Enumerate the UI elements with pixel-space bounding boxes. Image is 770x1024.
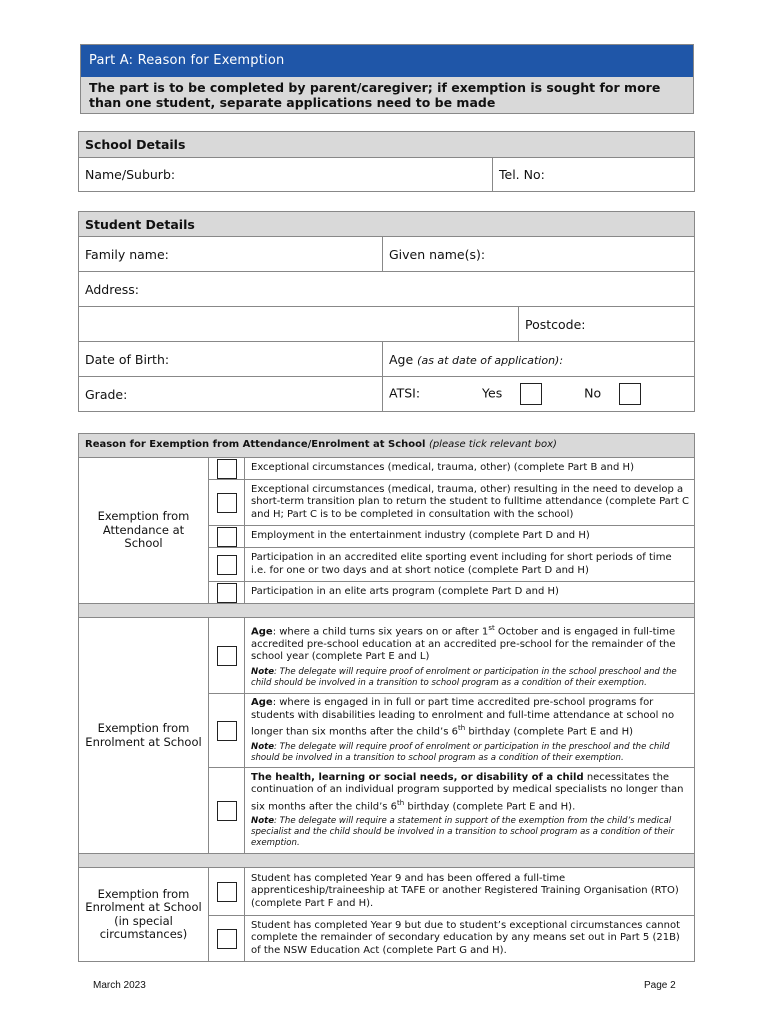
atsi-yes-label: Yes bbox=[482, 385, 503, 401]
attendance-option-3: Employment in the entertainment industry (complete Part D and H) bbox=[245, 526, 695, 548]
attendance-option-4: Participation in an accredited elite sporting event including for short periods of time i.e. for one or two days and at short notice (complete Part D and H) bbox=[245, 548, 695, 582]
attendance-option-1-checkbox[interactable] bbox=[217, 459, 237, 479]
section-divider bbox=[79, 604, 695, 618]
atsi-label: ATSI: bbox=[389, 385, 421, 401]
family-name-field[interactable]: Family name: bbox=[79, 237, 383, 272]
footer-date: March 2023 bbox=[93, 980, 146, 991]
section-divider bbox=[79, 854, 695, 868]
age-label: Age bbox=[389, 351, 414, 367]
student-details-table bbox=[78, 211, 695, 412]
attendance-option-5-checkbox[interactable] bbox=[217, 583, 237, 603]
special-option-2: Student has completed Year 9 but due to student’s exceptional circumstances cannot complete the remainder of secondary education by any means set out in Part 5 (21B) of the NSW Education Act (complete Part G and H). bbox=[245, 916, 695, 962]
enrolment-option-1-checkbox[interactable] bbox=[217, 646, 237, 666]
atsi-no-checkbox[interactable] bbox=[619, 383, 641, 405]
reason-exemption-table bbox=[78, 433, 695, 962]
reason-heading bbox=[79, 434, 695, 458]
part-a-header bbox=[80, 44, 694, 114]
enrolment-option-3-checkbox[interactable] bbox=[217, 801, 237, 821]
reason-heading-text: Reason for Exemption from Attendance/Enrolment at School bbox=[85, 439, 426, 451]
special-option-1-checkbox[interactable] bbox=[217, 882, 237, 902]
enrolment-option-1: Age: where a child turns six years on or after 1st October and is engaged in full-time accredited pre-school education at an accredited pre-school for the remainder of the school year (complete Part E and L) Note: The delegate will require proof of enrolment or participation in the school preschool and the child should be involved in a transition to school program as a condition of their exemption. bbox=[245, 618, 695, 694]
atsi-field bbox=[383, 377, 695, 412]
special-option-2-checkbox[interactable] bbox=[217, 929, 237, 949]
school-details-heading: School Details bbox=[79, 132, 695, 158]
special-option-1: Student has completed Year 9 and has been offered a full-time apprenticeship/traineeship at TAFE or another Registered Training Organisation (RTO) (complete Part F and H). bbox=[245, 868, 695, 916]
address-field[interactable]: Address: bbox=[79, 272, 695, 307]
reason-heading-hint: (please tick relevant box) bbox=[428, 439, 557, 451]
enrolment-option-2: Age: where is engaged in in full or part time accredited pre-school programs for students with disabilities leading to enrolment and full-time attendance at school no longer than six months after the child’s 6th birthday (complete Part E and H) Note: The delegate will require proof of enrolment or participation in the preschool and the child should be involved in a transition to school program as a condition of their exemption. bbox=[245, 694, 695, 768]
enrolment-option-3: The health, learning or social needs, or disability of a child necessitates the continuation of an individual program supported by medical specialists no longer than six months after the child’s 6th birthday (complete Part E and H). Note: The delegate will require a statement in support of the exemption from the child’s medical specialist and the child should be involved in a transition to school program as a condition of their exemption. bbox=[245, 768, 695, 854]
attendance-option-1: Exceptional circumstances (medical, trauma, other) (complete Part B and H) bbox=[245, 458, 695, 480]
postcode-field[interactable]: Postcode: bbox=[519, 307, 695, 342]
atsi-no-label: No bbox=[584, 385, 602, 401]
given-names-field[interactable]: Given name(s): bbox=[383, 237, 695, 272]
school-details-table bbox=[78, 131, 695, 192]
age-hint: (as at date of application): bbox=[417, 353, 564, 367]
dob-field[interactable]: Date of Birth: bbox=[79, 342, 383, 377]
school-tel-field[interactable]: Tel. No: bbox=[493, 158, 695, 192]
attendance-option-2-checkbox[interactable] bbox=[217, 493, 237, 513]
address-continued-field[interactable] bbox=[79, 307, 519, 342]
footer-page-number: Page 2 bbox=[644, 980, 676, 991]
part-a-title: Part A: Reason for Exemption bbox=[81, 45, 693, 77]
student-details-heading: Student Details bbox=[79, 212, 695, 237]
school-name-field[interactable]: Name/Suburb: bbox=[79, 158, 493, 192]
special-exemption-label: Exemption from Enrolment at School (in special circumstances) bbox=[79, 868, 209, 962]
grade-field[interactable]: Grade: bbox=[79, 377, 383, 412]
enrolment-exemption-label: Exemption from Enrolment at School bbox=[79, 618, 209, 854]
attendance-exemption-label: Exemption from Attendance at School bbox=[79, 458, 209, 604]
enrolment-option-2-checkbox[interactable] bbox=[217, 721, 237, 741]
age-field[interactable] bbox=[383, 342, 695, 377]
attendance-option-3-checkbox[interactable] bbox=[217, 527, 237, 547]
atsi-yes-checkbox[interactable] bbox=[520, 383, 542, 405]
attendance-option-2: Exceptional circumstances (medical, trauma, other) resulting in the need to develop a short-term transition plan to return the student to fulltime attendance (complete Part C and H; Part C is to be completed in consultation with the school) bbox=[245, 480, 695, 526]
attendance-option-4-checkbox[interactable] bbox=[217, 555, 237, 575]
attendance-option-5: Participation in an elite arts program (complete Part D and H) bbox=[245, 582, 695, 604]
part-a-instructions: The part is to be completed by parent/caregiver; if exemption is sought for more than one student, separate applications need to be made bbox=[81, 77, 693, 113]
